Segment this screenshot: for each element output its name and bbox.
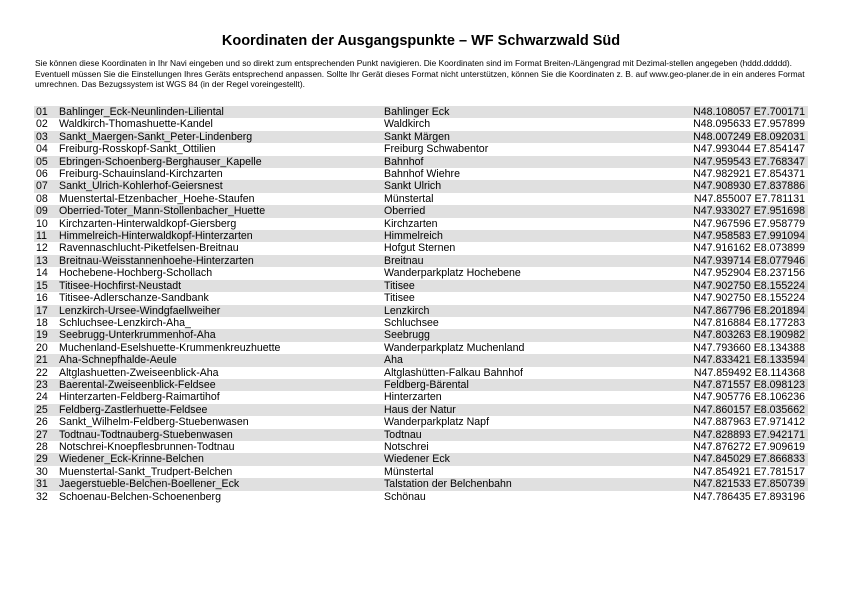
coordinates: N47.958583 E7.991094: [657, 230, 808, 242]
route-name: Muenstertal-Sankt_Trudpert-Belchen: [59, 465, 233, 478]
table-row: [34, 242, 808, 254]
coordinates: N47.855007 E7.781131: [693, 192, 805, 205]
table-row: [34, 441, 808, 453]
table-row: [34, 305, 808, 317]
coordinates: N47.993044 E7.854147: [693, 143, 805, 156]
row-number: 07: [34, 180, 57, 192]
coordinates-table-body: [34, 106, 808, 503]
row-number: 24: [36, 391, 48, 404]
route-name: Waldkirch-Thomashuette-Kandel: [59, 118, 213, 131]
start-point: Sankt Märgen: [382, 131, 657, 143]
start-point: Schönau: [384, 490, 426, 503]
row-number: 25: [34, 404, 57, 416]
table-row: [34, 118, 808, 130]
route-name: Wiedener_Eck-Krinne-Belchen: [57, 453, 382, 465]
table-row: [34, 404, 808, 416]
table-row: [34, 168, 808, 180]
row-number: 27: [34, 429, 57, 441]
coordinates: N47.816884 E8.177283: [693, 316, 805, 329]
start-point: Altglashütten-Falkau Bahnhof: [384, 366, 523, 379]
row-number: 12: [36, 242, 48, 255]
table-row: [34, 453, 808, 465]
coordinates: N47.860157 E8.035662: [657, 404, 808, 416]
table-row: [34, 255, 808, 267]
coordinates: N47.871557 E8.098123: [657, 379, 808, 391]
coordinates: N47.833421 E8.133594: [657, 354, 808, 366]
route-name: Notschrei-Knoepflesbrunnen-Todtnau: [59, 440, 235, 453]
start-point: Seebrugg: [382, 329, 657, 341]
coordinates: N47.959543 E7.768347: [657, 156, 808, 168]
coordinates: N47.859492 E8.114368: [693, 366, 805, 379]
table-row: [34, 491, 808, 503]
route-name: Freiburg-Schauinsland-Kirchzarten: [59, 168, 223, 181]
start-point: Aha: [382, 354, 657, 366]
route-name: Kirchzarten-Hinterwaldkopf-Giersberg: [59, 217, 237, 230]
table-row: [34, 143, 808, 155]
row-number: 22: [36, 366, 48, 379]
route-name: Breitnau-Weisstannenhoehe-Hinterzarten: [57, 255, 382, 267]
route-name: Schoenau-Belchen-Schoenenberg: [59, 490, 221, 503]
route-name: Sankt_Maergen-Sankt_Peter-Lindenberg: [57, 131, 382, 143]
route-name: Sankt_Ulrich-Kohlerhof-Geiersnest: [57, 180, 382, 192]
route-name: Todtnau-Todtnauberg-Stuebenwasen: [57, 429, 382, 441]
row-number: 23: [34, 379, 57, 391]
coordinates-table: [34, 106, 808, 503]
table-row: [34, 267, 808, 279]
start-point: Titisee: [382, 280, 657, 292]
coordinates: N47.876272 E7.909619: [693, 440, 805, 453]
intro-paragraph-1: Sie können diese Koordinaten in Ihr Navi eingeben und so direkt zum entsprechenden Punkt navigieren. Die Koordinaten sind im Format Breiten-/Längengrad mit Dezimal-stellen angegeben (hddd.ddddd).: [35, 58, 793, 68]
route-name: Altglashuetten-Zweiseenblick-Aha: [59, 366, 219, 379]
start-point: Notschrei: [384, 440, 429, 453]
start-point: Todtnau: [382, 429, 657, 441]
start-point: Freiburg Schwabentor: [384, 143, 489, 156]
coordinates: N47.821533 E7.850739: [657, 478, 808, 490]
route-name: Freiburg-Rosskopf-Sankt_Ottilien: [59, 143, 216, 156]
table-row: [34, 292, 808, 304]
row-number: 10: [36, 217, 48, 230]
row-number: 17: [34, 305, 57, 317]
row-number: 26: [36, 416, 48, 429]
route-name: Schluchsee-Lenzkirch-Aha_: [59, 316, 191, 329]
start-point: Hinterzarten: [384, 391, 442, 404]
table-row: [34, 478, 808, 490]
page-title: Koordinaten der Ausgangspunkte – WF Schwarzwald Süd: [221, 33, 621, 49]
route-name: Hinterzarten-Feldberg-Raimartihof: [59, 391, 220, 404]
start-point: Himmelreich: [382, 230, 657, 242]
coordinates: N47.982921 E7.854371: [693, 168, 805, 181]
route-name: Lenzkirch-Ursee-Windgfaellweiher: [57, 305, 382, 317]
start-point: Bahnhof: [382, 156, 657, 168]
row-number: 01: [34, 106, 57, 118]
table-row: [34, 280, 808, 292]
intro-paragraph-2: Eventuell müssen Sie die Einstellungen Ihres Geräts entsprechend anpassen. Sollte Ihr Gerät dieses Format nicht unterstützen, können Sie die Koordinaten z. B. auf www.geo-planer.de in ein anderes Format umrechnen. Das Bezugssystem ist WGS 84 (in der Regel voreingestellt).: [35, 68, 805, 90]
row-number: 13: [34, 255, 57, 267]
coordinates: N47.939714 E8.077946: [657, 255, 808, 267]
start-point: Breitnau: [382, 255, 657, 267]
start-point: Kirchzarten: [384, 217, 438, 230]
route-name: Muchenland-Eselshuette-Krummenkreuzhuette: [59, 341, 281, 354]
table-row: [34, 342, 808, 354]
start-point: Sankt Ulrich: [382, 180, 657, 192]
table-row: [34, 131, 808, 143]
coordinates: N47.933027 E7.951698: [657, 205, 808, 217]
table-row: [34, 317, 808, 329]
route-name: Ravennaschlucht-Piketfelsen-Breitnau: [59, 242, 239, 255]
start-point: Lenzkirch: [382, 305, 657, 317]
start-point: Feldberg-Bärental: [382, 379, 657, 391]
row-number: 19: [34, 329, 57, 341]
coordinates: N48.095633 E7.957899: [693, 118, 805, 131]
coordinates: N47.902750 E8.155224: [693, 292, 805, 305]
route-name: Titisee-Adlerschanze-Sandbank: [59, 292, 209, 305]
table-row: [34, 466, 808, 478]
start-point: Schluchsee: [384, 316, 439, 329]
start-point: Talstation der Belchenbahn: [382, 478, 657, 490]
table-row: [34, 416, 808, 428]
route-name: Jaegerstueble-Belchen-Boellener_Eck: [57, 478, 382, 490]
start-point: Waldkirch: [384, 118, 431, 131]
start-point: Bahlinger Eck: [382, 106, 657, 118]
start-point: Titisee: [384, 292, 415, 305]
coordinates: N47.803263 E8.190982: [657, 329, 808, 341]
table-row: [34, 354, 808, 366]
table-row: [34, 218, 808, 230]
row-number: 04: [36, 143, 48, 156]
start-point: Oberried: [382, 205, 657, 217]
table-row: [34, 230, 808, 242]
row-number: 09: [34, 205, 57, 217]
intro-text: [35, 58, 807, 90]
start-point: Münstertal: [384, 192, 434, 205]
table-row: [34, 367, 808, 379]
route-name: Himmelreich-Hinterwaldkopf-Hinterzarten: [57, 230, 382, 242]
row-number: 30: [36, 465, 48, 478]
route-name: Hochebene-Hochberg-Schollach: [59, 267, 213, 280]
row-number: 16: [36, 292, 48, 305]
coordinates: N47.908930 E7.837886: [657, 180, 808, 192]
start-point: Wanderparkplatz Hochebene: [384, 267, 521, 280]
start-point: Hofgut Sternen: [384, 242, 456, 255]
coordinates: N47.902750 E8.155224: [657, 280, 808, 292]
route-name: Oberried-Toter_Mann-Stollenbacher_Huette: [57, 205, 382, 217]
start-point: Bahnhof Wiehre: [384, 168, 460, 181]
coordinates: N47.854921 E7.781517: [693, 465, 805, 478]
route-name: Ebringen-Schoenberg-Berghauser_Kapelle: [57, 156, 382, 168]
route-name: Feldberg-Zastlerhuette-Feldsee: [57, 404, 382, 416]
route-name: Baerental-Zweiseenblick-Feldsee: [57, 379, 382, 391]
table-row: [34, 156, 808, 168]
coordinates: N47.887963 E7.971412: [693, 416, 805, 429]
table-row: [34, 106, 808, 118]
coordinates: N48.108057 E7.700171: [657, 106, 808, 118]
coordinates: N47.952904 E8.237156: [693, 267, 805, 280]
route-name: Seebrugg-Unterkrummenhof-Aha: [57, 329, 382, 341]
table-row: [34, 429, 808, 441]
route-name: Bahlinger_Eck-Neunlinden-Liliental: [57, 106, 382, 118]
table-row: [34, 180, 808, 192]
table-row: [34, 391, 808, 403]
start-point: Wanderparkplatz Muchenland: [384, 341, 525, 354]
row-number: 06: [36, 168, 48, 181]
route-name: Titisee-Hochfirst-Neustadt: [57, 280, 382, 292]
row-number: 08: [36, 192, 48, 205]
row-number: 32: [36, 490, 48, 503]
row-number: 05: [34, 156, 57, 168]
row-number: 18: [36, 316, 48, 329]
coordinates: N47.828893 E7.942171: [657, 429, 808, 441]
row-number: 31: [34, 478, 57, 490]
route-name: Muenstertal-Etzenbacher_Hoehe-Staufen: [59, 192, 255, 205]
route-name: Sankt_Wilhelm-Feldberg-Stuebenwasen: [59, 416, 249, 429]
start-point: Wiedener Eck: [382, 453, 657, 465]
coordinates: N47.905776 E8.106236: [693, 391, 805, 404]
table-row: [34, 193, 808, 205]
coordinates: N47.793660 E8.134388: [693, 341, 805, 354]
coordinates: N47.916162 E8.073899: [693, 242, 805, 255]
table-row: [34, 379, 808, 391]
table-row: [34, 329, 808, 341]
coordinates: N47.867796 E8.201894: [657, 305, 808, 317]
route-name: Aha-Schnepfhalde-Aeule: [57, 354, 382, 366]
row-number: 29: [34, 453, 57, 465]
row-number: 02: [36, 118, 48, 131]
row-number: 28: [36, 440, 48, 453]
start-point: Wanderparkplatz Napf: [384, 416, 490, 429]
start-point: Haus der Natur: [382, 404, 657, 416]
row-number: 11: [34, 230, 57, 242]
table-row: [34, 205, 808, 217]
coordinates: N47.786435 E7.893196: [693, 490, 805, 503]
coordinates: N47.845029 E7.866833: [657, 453, 808, 465]
row-number: 15: [34, 280, 57, 292]
coordinates: N48.007249 E8.092031: [657, 131, 808, 143]
row-number: 03: [34, 131, 57, 143]
row-number: 14: [36, 267, 48, 280]
row-number: 20: [36, 341, 48, 354]
start-point: Münstertal: [384, 465, 434, 478]
coordinates: N47.967596 E7.958779: [693, 217, 805, 230]
row-number: 21: [34, 354, 57, 366]
